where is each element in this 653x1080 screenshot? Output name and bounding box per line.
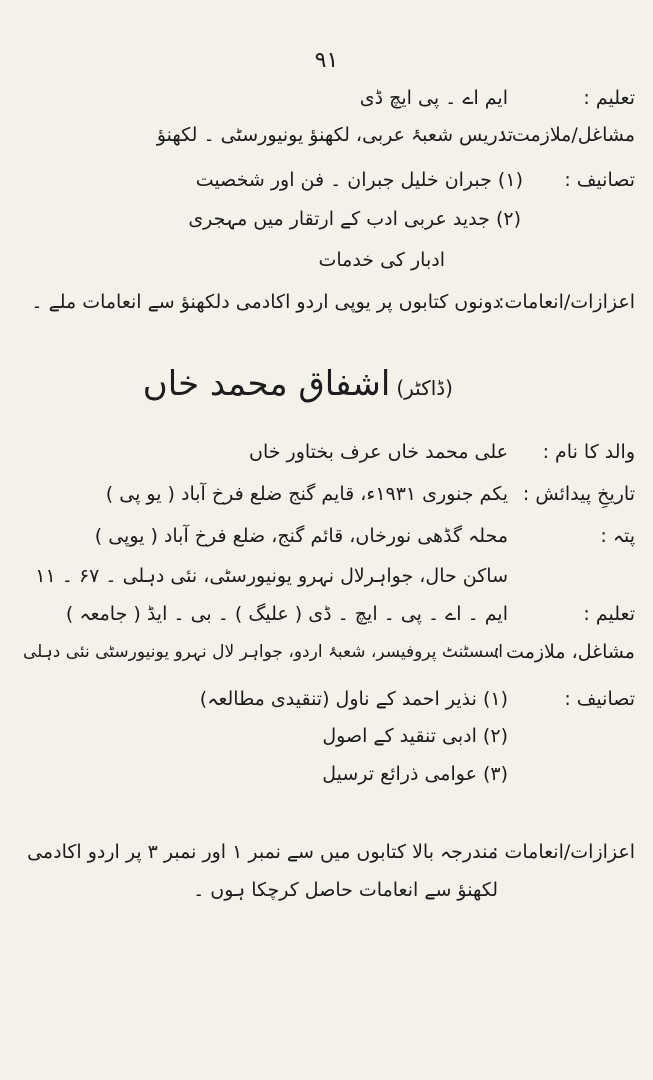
work-1-2-cont: ادبار کی خدمات xyxy=(318,249,445,271)
education-label-2: تعلیم : xyxy=(583,603,635,625)
address-line-2: ساکن حال، جواہرلال نہرو یونیورسٹی، نئی دہلی ۔ ۶۷ ۔ ۱۱ xyxy=(35,565,508,587)
dob-label: تاریخِ پیدائش : xyxy=(522,483,635,505)
page-number: ۹۱ xyxy=(314,48,339,73)
occupation-value-1: تدریس شعبۂ عربی، لکھنؤ یونیورسٹی ۔ لکھنؤ xyxy=(156,124,513,146)
occupation-value-2: اسسٹنٹ پروفیسر، شعبۂ اردو، جواہر لال نہرو یونیورسٹی نئی دہلی xyxy=(22,642,503,662)
dob-value: یکم جنوری ۱۹۳۱ء، قایم گنج ضلع فرخ آباد ( یو پی ) xyxy=(105,483,508,505)
occupation-label-2: مشاغل، ملازمت : xyxy=(493,641,635,663)
heading-prefix: (ڈاکٹر) xyxy=(396,376,453,400)
work-2-3: (۳) عوامی ذرائع ترسیل xyxy=(322,763,508,785)
occupation-label-1: مشاغل/ملازمت : xyxy=(499,124,635,146)
heading-name: اشفاق محمد خاں xyxy=(142,364,391,404)
work-1-2: (۲) جدید عربی ادب کے ارتقار میں مہجری xyxy=(188,208,521,230)
address-line-1: محلہ گڈھی نورخاں، قائم گنج، ضلع فرخ آباد ( یوپی ) xyxy=(94,525,508,547)
address-label: پتہ : xyxy=(600,525,635,547)
education-label-1: تعلیم : xyxy=(583,87,635,109)
awards-line-1: مندرجہ بالا کتابوں میں سے نمبر ۱ اور نمبر ۳ پر اردو اکادمی xyxy=(27,841,498,863)
awards-label-2: اعزازات/انعامات : xyxy=(492,841,635,863)
works-label-1: تصانیف : xyxy=(564,169,635,191)
awards-value-1: دونوں کتابوں پر یوپی اردو اکادمی دلکھنؤ سے انعامات ملے ۔ xyxy=(31,291,501,313)
education-value-1: ایم اے ۔ پی ایچ ڈی xyxy=(359,87,508,109)
work-2-1: (۱) نذیر احمد کے ناول (تنقیدی مطالعہ) xyxy=(199,688,508,710)
entry-heading xyxy=(143,362,453,406)
awards-label-1: اعزازات/انعامات: xyxy=(498,291,635,313)
work-2-2: (۲) ادبی تنقید کے اصول xyxy=(322,725,508,747)
works-label-2: تصانیف : xyxy=(564,688,635,710)
work-1-1: (۱) جبران خلیل جبران ۔ فن اور شخصیت xyxy=(195,169,523,191)
father-value: علی محمد خاں عرف بختاور خاں xyxy=(249,441,508,463)
awards-line-2: لکھنؤ سے انعامات حاصل کرچکا ہوں ۔ xyxy=(193,879,498,901)
father-label: والد کا نام : xyxy=(542,441,635,463)
education-value-2: ایم ۔ اے ۔ پی ۔ ایچ ۔ ڈی ( علیگ ) ۔ بی ۔ ایڈ ( جامعہ ) xyxy=(65,603,508,625)
